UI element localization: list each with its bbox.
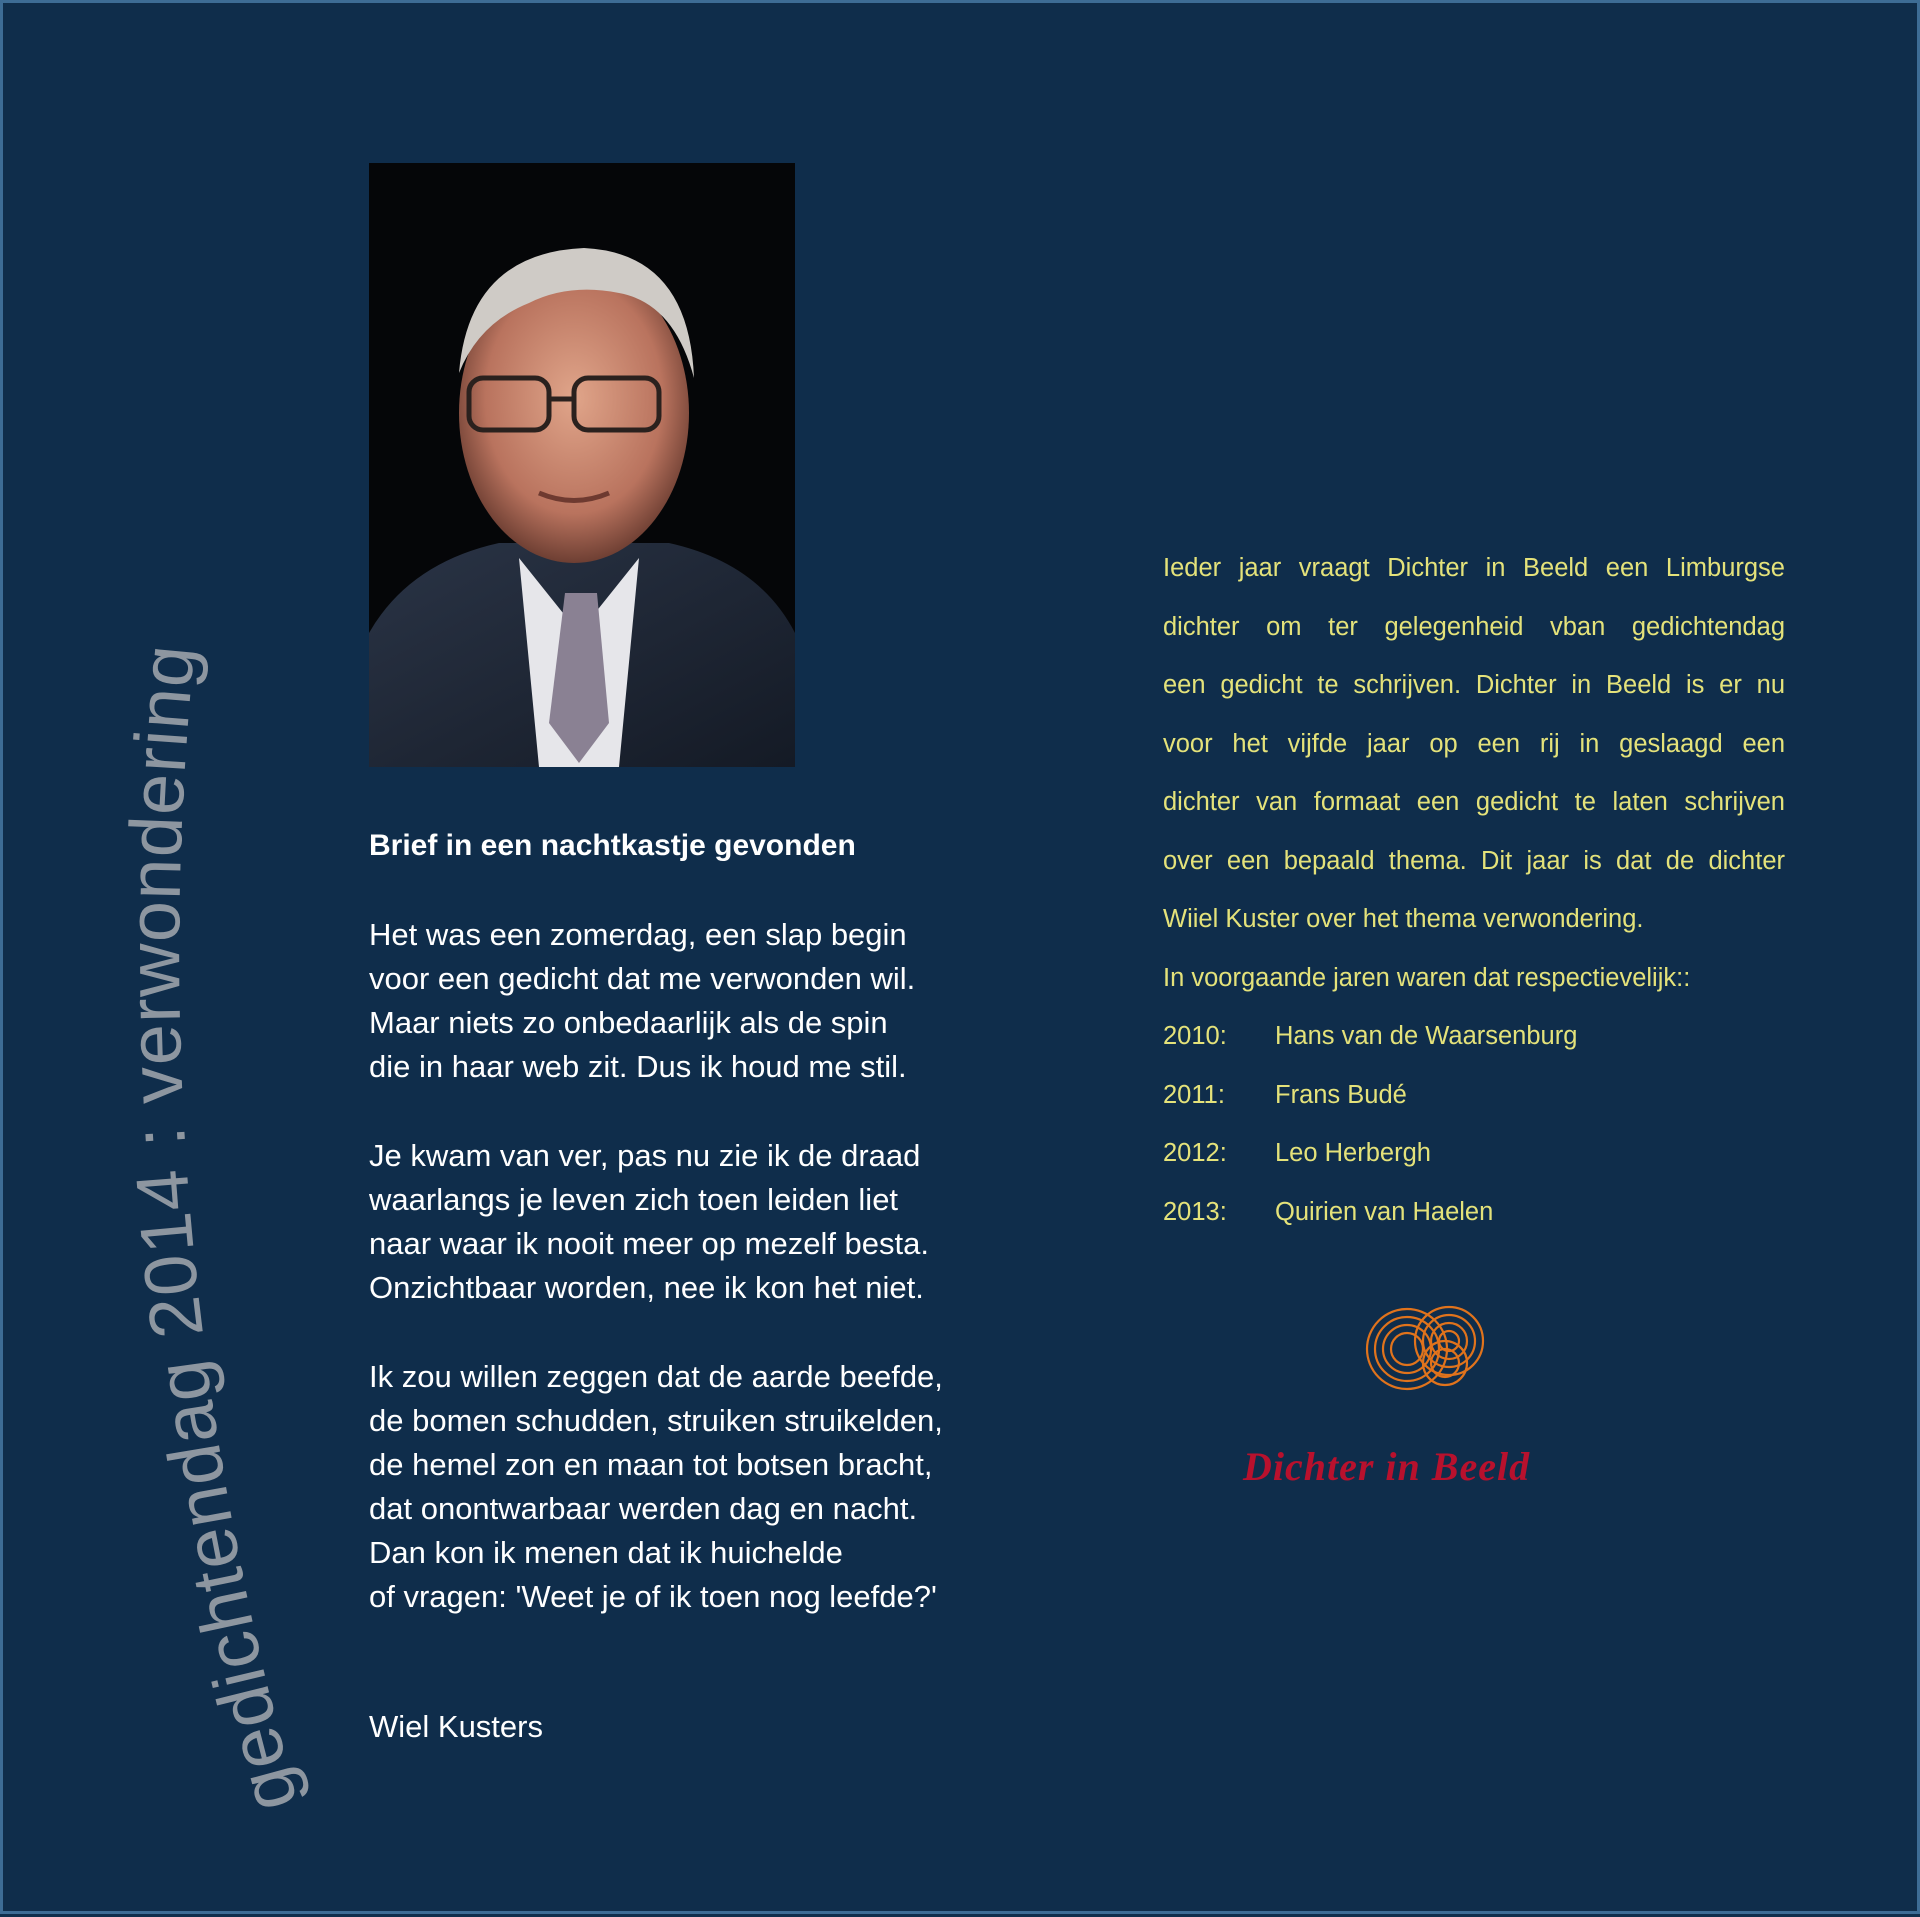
year-row: [1163, 1183, 1785, 1242]
year-row: [1163, 1066, 1785, 1125]
year-label: 2011:: [1163, 1080, 1225, 1109]
poem-line: Dan kon ik menen dat ik huichelde: [369, 1535, 843, 1570]
poet-name: Leo Herbergh: [1275, 1139, 1431, 1167]
poem-author: Wiel Kusters: [369, 1709, 543, 1744]
info-line: een gedicht te schrijven. Dichter in Beeld is er nu: [1163, 671, 1785, 699]
poem-line: voor een gedicht dat me verwonden wil.: [369, 961, 916, 996]
poem-line: Onzichtbaar worden, nee ik kon het niet.: [369, 1270, 924, 1305]
info-line: over een bepaald thema. Dit jaar is dat de dichter: [1163, 846, 1785, 875]
arc-title-text: gedichtendag 2014 : verwondering: [112, 640, 314, 1821]
poem-stanza: [369, 1355, 943, 1619]
info-line: voor het vijfde jaar op een rij in geslaagd een: [1163, 729, 1785, 758]
poem-stanza: [369, 1134, 943, 1310]
poem-line: die in haar web zit. Dus ik houd me stil.: [369, 1049, 907, 1084]
year-label: 2012:: [1163, 1139, 1227, 1167]
brand-signature: Dichter in Beeld: [1243, 1444, 1531, 1489]
dichter-in-beeld-logo-icon: [1363, 1301, 1493, 1397]
poem-line: Het was een zomerdag, een slap begin: [369, 917, 907, 952]
info-line: dichter van formaat een gedicht te laten schrijven: [1163, 788, 1785, 816]
poem-line: waarlangs je leven zich toen leiden liet: [369, 1182, 899, 1217]
poem-line: de bomen schudden, struiken struikelden,: [369, 1403, 943, 1438]
info-line: Wiiel Kuster over het thema verwondering.: [1163, 905, 1644, 933]
poem-line: de hemel zon en maan tot botsen bracht,: [369, 1447, 933, 1482]
poet-name: Quirien van Haelen: [1275, 1197, 1494, 1226]
poem-line: Maar niets zo onbedaarlijk als de spin: [369, 1005, 888, 1040]
poet-name: Frans Budé: [1275, 1080, 1407, 1109]
year-row: [1163, 1007, 1785, 1066]
poem-line: of vragen: 'Weet je of ik toen nog leefde?': [369, 1579, 937, 1614]
year-row: [1163, 1124, 1785, 1183]
poet-name: Hans van de Waarsenburg: [1275, 1022, 1578, 1050]
poem-line: Je kwam van ver, pas nu zie ik de draad: [369, 1138, 921, 1173]
poem-stanza: [369, 913, 943, 1089]
info-block: [1163, 539, 1785, 1241]
info-line: dichter om ter gelegenheid vban gedichtendag: [1163, 612, 1785, 641]
year-label: 2010:: [1163, 1022, 1227, 1050]
poet-portrait: [369, 163, 795, 767]
poem-line: Ik zou willen zeggen dat de aarde beefde,: [369, 1359, 943, 1394]
poem-title: Brief in een nachtkastje gevonden: [369, 829, 856, 862]
info-line: In voorgaande jaren waren dat respectievelijk::: [1163, 963, 1691, 992]
poem-line: dat onontwarbaar werden dag en nacht.: [369, 1491, 918, 1526]
year-label: 2013:: [1163, 1197, 1227, 1226]
poem-body: [369, 913, 943, 1664]
info-line: Ieder jaar vraagt Dichter in Beeld een Limburgse: [1163, 554, 1785, 582]
poem-line: naar waar ik nooit meer op mezelf besta.: [369, 1226, 929, 1261]
